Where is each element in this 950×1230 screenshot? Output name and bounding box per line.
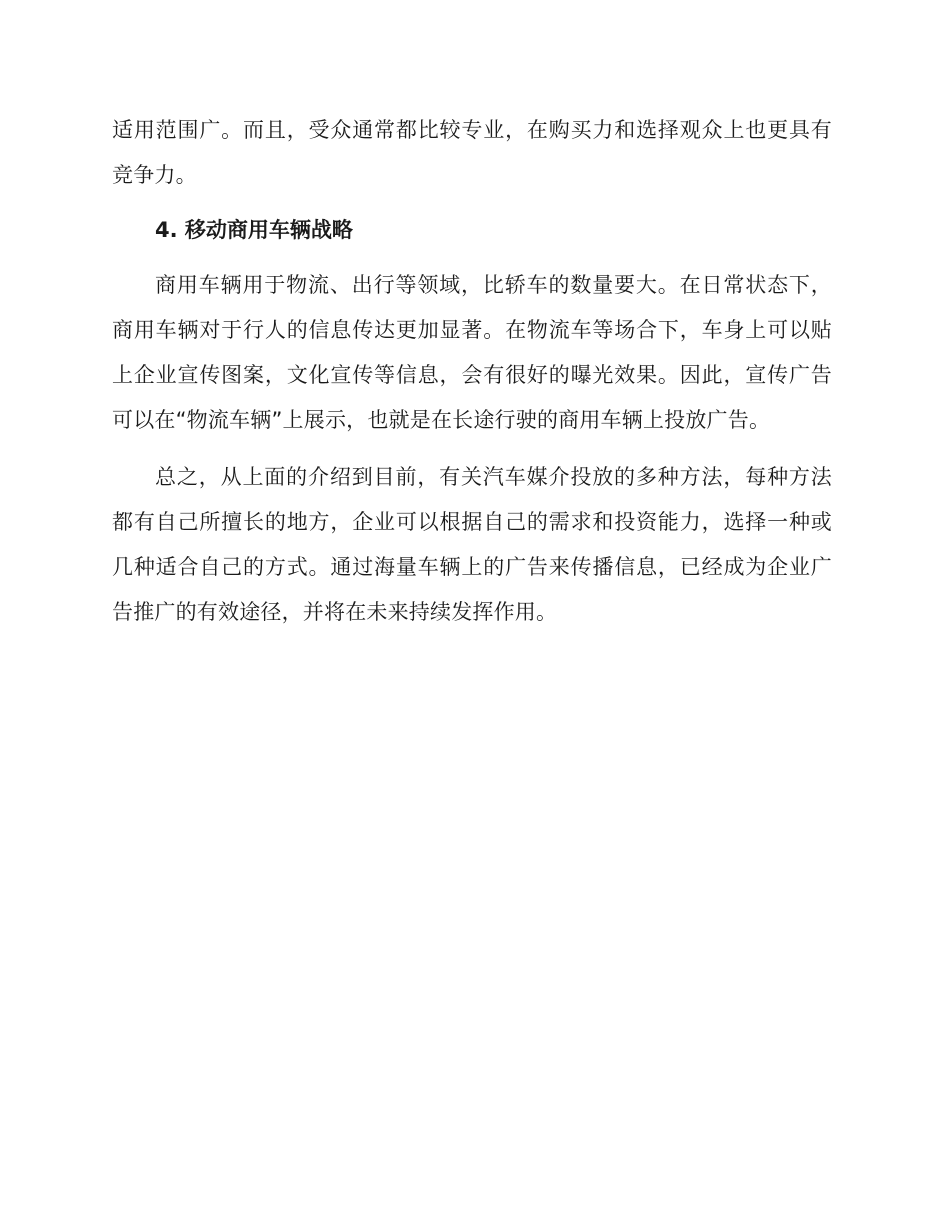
paragraph-commercial-vehicles: 商用车辆用于物流、出行等领域，比轿车的数量要大。在日常状态下，商用车辆对于行人的信息传达更加显著。在物流车等场合下，车身上可以贴上企业宣传图案，文化宣传等信息，会有很好的曝光效果。因此，宣传广告可以在“物流车辆”上展示，也就是在长途行驶的商用车辆上投放广告。: [112, 273, 832, 432]
paragraph-spacer: [112, 443, 832, 455]
paragraph-summary: 总之，从上面的介绍到目前，有关汽车媒介投放的多种方法，每种方法都有自己所擅长的地方，企业可以根据自己的需求和投资能力，选择一种或几种适合自己的方式。通过海量车辆上的广告来传播信息，已经成为企业广告推广的有效途径，并将在未来持续发挥作用。: [112, 465, 832, 624]
section-heading: 4. 移动商用车辆战略: [155, 218, 353, 242]
document-page: [112, 108, 832, 635]
paragraph-continued: 适用范围广。而且，受众通常都比较专业，在购买力和选择观众上也更具有竞争力。: [112, 118, 832, 187]
